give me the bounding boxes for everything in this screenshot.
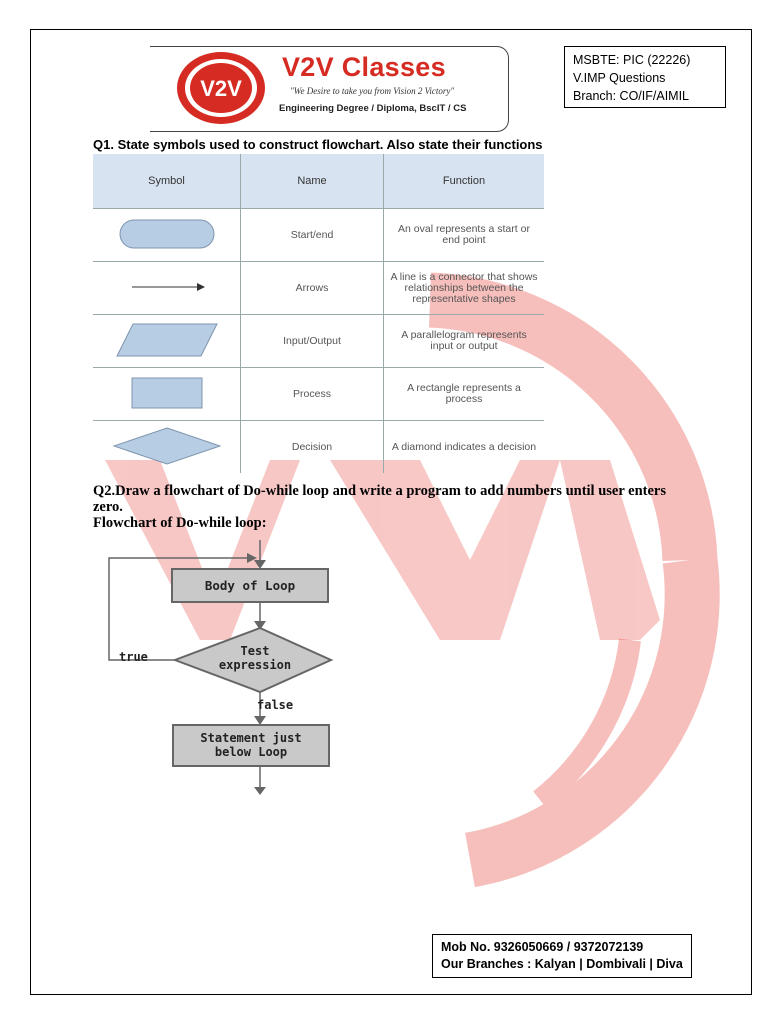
header-symbol: Symbol — [93, 154, 241, 209]
table-row — [93, 421, 544, 474]
v2v-logo — [175, 50, 267, 126]
symbol-name: Input/Output — [241, 315, 384, 368]
table-header-row — [93, 154, 544, 209]
question-2-subtitle: Flowchart of Do-while loop: — [93, 515, 267, 531]
symbol-name: Process — [241, 368, 384, 421]
next-statement-line2: below Loop — [214, 745, 288, 759]
question-1-title: Q1. State symbols used to construct flowchart. Also state their functions — [93, 137, 543, 152]
brand-name: V2V Classes — [282, 52, 446, 82]
branches: Our Branches : Kalyan | Dombivali | Diva — [441, 957, 683, 971]
symbol-function: A diamond indicates a decision — [391, 440, 537, 453]
brand-subtitle: Engineering Degree / Diploma, BscIT / CS — [279, 103, 467, 114]
table-row — [93, 368, 544, 421]
test-expression-line1: Test — [240, 644, 270, 658]
diamond-symbol — [93, 421, 241, 474]
do-while-flowchart — [97, 540, 342, 795]
mobile-numbers: Mob No. 9326050669 / 9372072139 — [441, 940, 644, 954]
symbol-name: Start/end — [241, 209, 384, 262]
loop-body-label: Body of Loop — [204, 578, 296, 593]
symbol-function: A rectangle represents a process — [384, 368, 545, 421]
next-statement-line1: Statement just — [200, 731, 302, 745]
false-label: false — [257, 698, 294, 712]
true-label: true — [119, 650, 148, 664]
flowchart-symbols-table — [93, 154, 544, 473]
course-info-box — [564, 46, 726, 108]
contact-box — [432, 934, 692, 978]
rectangle-symbol — [93, 368, 241, 421]
table-row — [93, 262, 544, 315]
course-code: MSBTE: PIC (22226) — [573, 53, 691, 67]
test-expression-line2: expression — [218, 658, 292, 672]
question-2-title: Q2.Draw a flowchart of Do-while loop and write a program to add numbers until user enters zero. — [93, 483, 666, 515]
branch: Branch: CO/IF/AIMIL — [573, 89, 690, 103]
oval-symbol — [93, 209, 241, 262]
table-row — [93, 315, 544, 368]
header-function: Function — [384, 154, 545, 209]
symbol-name: Arrows — [241, 262, 384, 315]
symbol-function: A parallelogram represents input or output — [384, 315, 545, 368]
question-2 — [93, 483, 693, 531]
logo-text: V2V — [200, 76, 242, 101]
symbol-name: Decision — [241, 421, 384, 474]
arrow-symbol — [93, 262, 241, 315]
symbol-function: A line is a connector that shows relationships between the representative shapes — [384, 262, 545, 315]
header-name: Name — [241, 154, 384, 209]
parallelogram-symbol — [93, 315, 241, 368]
table-row — [93, 209, 544, 262]
brand-tagline: "We Desire to take you from Vision 2 Victory" — [290, 86, 455, 96]
symbol-function: An oval represents a start or end point — [384, 209, 545, 262]
question-type: V.IMP Questions — [573, 71, 666, 85]
